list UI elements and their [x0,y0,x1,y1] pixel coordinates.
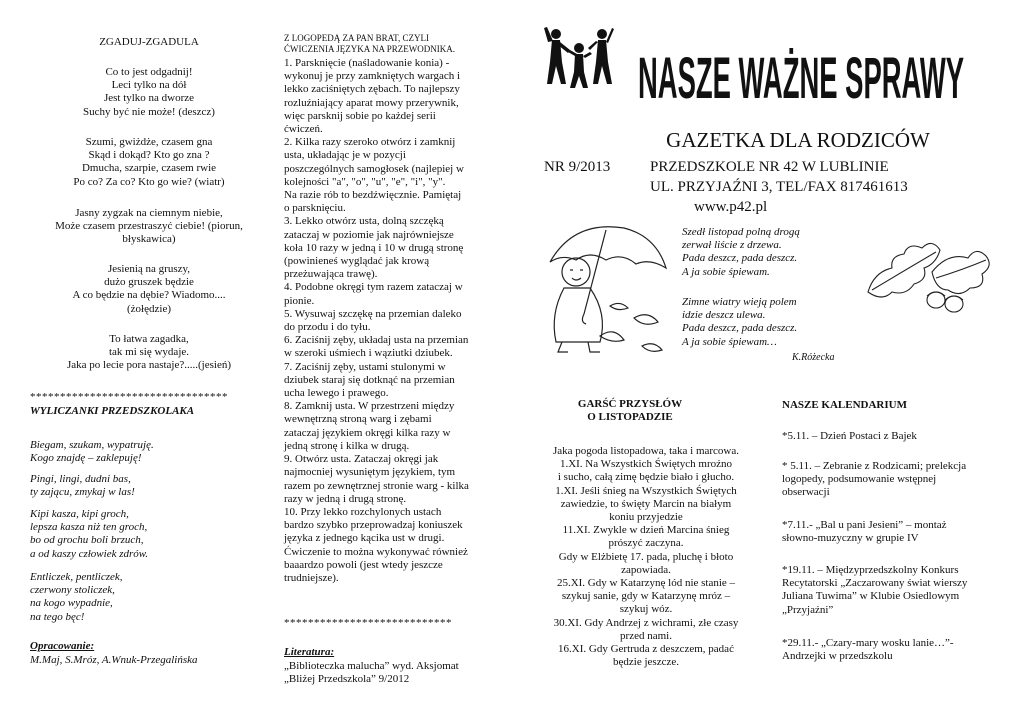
riddle-autumn: To łatwa zagadka, tak mi się wydaje. Jaka po lecie pora nastaje?.....(jesień) [66,333,231,372]
calendar-event-3: *7.11.- „Bal u pani Jesieni” – montaż słowno-muzyczny w grupie IV [782,519,947,545]
literature-label: Literatura: [284,646,335,658]
calendar-event-2: * 5.11. – Zebranie z Rodzicami; prelekcja logopedy, podsumowanie wstępnej obserwacji [782,460,967,499]
proverbs-title: GARŚĆ PRZYSŁÓW O LISTOPADZIE [577,398,683,424]
oak-leaves-drawing [862,232,996,318]
exercises-heading: Z LOGOPEDĄ ZA PAN BRAT, CZYLI ĆWICZENIA JĘZYKA NA PRZEWODNIKA. [284,33,455,54]
calendar-event-5: *29.11.- „Czary-mary wosku lanie…”- Andrzejki w przedszkolu [782,637,954,663]
newsletter-title [638,24,968,116]
newsletter-title-text: NASZE WAŻNE SPRAWY [638,46,964,111]
school-address: UL. PRZYJAŹNI 3, TEL/FAX 817461613 [650,179,908,195]
counting-verse-2: Pingi, lingi, dudni bas, ty zającu, zmykaj w las! [30,473,135,499]
school-name: PRZEDSZKOLE NR 42 W LUBLINIE [650,159,889,175]
subtitle: GAZETKA DLA RODZICÓW [666,128,930,152]
riddles-title: ZGADUJ-ZGADULA [99,36,199,48]
stars-divider-2: **************************** [284,617,452,629]
literature-list: „Biblioteczka malucha” wyd. Aksjomat „Bliżej Przedszkola” 9/2012 [284,660,459,686]
counting-verse-3: Kipi kasza, kipi groch, lepsza kasza niż ten groch, bo od grochu boli brzuch, a od kaszy człowiek zdrów. [30,508,149,560]
stars-divider: ********************************* [30,391,228,403]
riddle-acorns: Jesienią na gruszy, dużo gruszek będzie A co będzie na dębie? Wiadomo.... (żołędzie) [72,263,226,315]
poem-stanza-1: Szedł listopad polną drogą zerwał liście z drzewa. Pada deszcz, pada deszcz. A ja sobie śpiewam. [682,226,800,278]
riddle-lightning: Jasny zygzak na ciemnym niebie, Może czasem przestraszyć ciebie! (piorun, błyskawica) [55,207,243,246]
calendar-title: NASZE KALENDARIUM [782,399,907,411]
website: www.p42.pl [694,199,768,215]
riddle-rain: Co to jest odgadnij! Leci tylko na dół Jest tylko na dworze Suchy być nie może! (deszcz) [83,66,215,118]
proverbs-body: Jaka pogoda listopadowa, taka i marcowa. 1.XI. Na Wszystkich Świętych mroźno i sucho, całą zimę będzie biało i głucho. 1.XI. Jeśli śnieg na Wszystkich Świętych zawiedzie, to święty Marcin na białym koniu przyjedzie 11.XI. Zwykle w dzień Marcina śnieg prószyć zaczyna. Gdy w Elżbietę 17. pada, pluchę i błoto zapowiada. 25.XI. Gdy w Katarzynę lód nie stanie – szykuj sanie, gdy w Katarzynę mróz – szykuj wóz. 30.XI. Gdy Andrzej z wichrami, złe czasy przed nami. 16.XI. Gdy Gertruda z deszczem, padać będzie jeszcze. [552,445,740,669]
counting-title: WYLICZANKI PRZEDSZKOLAKA [30,405,195,417]
dancing-children-icon [544,26,614,92]
authors: M.Maj, S.Mróz, A.Wnuk-Przegalińska [30,654,198,666]
exercises-body: 1. Parsknięcie (naśladowanie konia) - wykonuj je przy zamkniętych wargach i lekko zaciśniętych zębach. To najlepszy rozluźniający aparat mowy przerywnik, więc parsknij sobie po każdej serii ćwiczeń. 2. Kilka razy szeroko otwórz i zamknij usta, układając je w pozycji poszczególnych samogłosek (najlepiej w kolejności "a", "o", "u", "e", "i", "y". Na razie rób to bezdźwięcznie. Pamiętaj o parsknięciu. 3. Lekko otwórz usta, dolną szczęką zataczaj w poziomie jak najrówniejsze koła 10 razy w jedną i 10 w drugą stronę (powinieneś wyglądać jak krową przeżuwająca trawę). 4. Podobne okręgi tym razem zataczaj w pionie. 5. Wysuwaj szczękę na przemian daleko do przodu i do tyłu. 6. Zaciśnij zęby, układaj usta na przemian w szeroki uśmiech i wąziutki dziubek. 7. Zaciśnij zęby, ustami stulonymi w dziubek staraj się dotknąć na przemian ucha lewego i prawego. 8. Zamknij usta. W przestrzeni między wewnętrzną stroną warg i zębami zataczaj językiem okręgi kilka razy w jedną stronę i kilka w drugą. 9. Otwórz usta. Zataczaj okręgi jak najmocniej wysuniętym językiem, tym razem po zewnętrznej stronie warg - kilka razy w jedną i drugą stronę. 10. Przy lekko rozchylonych ustach bardzo szybko przeprowadzaj koniuszek języka z jednego kącika ust w drugi. Ćwiczenie to można wykonywać również baaardzo powoli (jest wtedy jeszcze trudniejsze). [284,57,469,584]
counting-verse-1: Biegam, szukam, wypatruję. Kogo znajdę – zaklepuję! [30,439,154,465]
calendar-event-1: *5.11. – Dzień Postaci z Bajek [782,430,917,442]
riddle-wind: Szumi, gwiżdże, czasem gna Skąd i dokąd? Kto go zna ? Dmucha, szarpie, czasem rwie Po co? Za co? Kto go wie? (wiatr) [73,136,225,188]
child-umbrella-drawing [540,214,674,362]
counting-verse-4: Entliczek, pentliczek, czerwony stoliczek, na kogo wypadnie, na tego bęc! [30,571,123,623]
author-label: Opracowanie: [30,640,95,652]
poem-stanza-2: Zimne wiatry wieją polem idzie deszcz ulewa. Pada deszcz, pada deszcz. A ja sobie śpiewam… [682,296,798,348]
issue-number: NR 9/2013 [544,159,611,175]
poem-author: K.Różecka [792,352,835,363]
calendar-event-4: *19.11. – Międzyprzedszkolny Konkurs Recytatorski „Zaczarowany świat wierszy Juliana Tuwima” w Klubie Osiedlowym „Przyjaźni” [782,564,968,616]
